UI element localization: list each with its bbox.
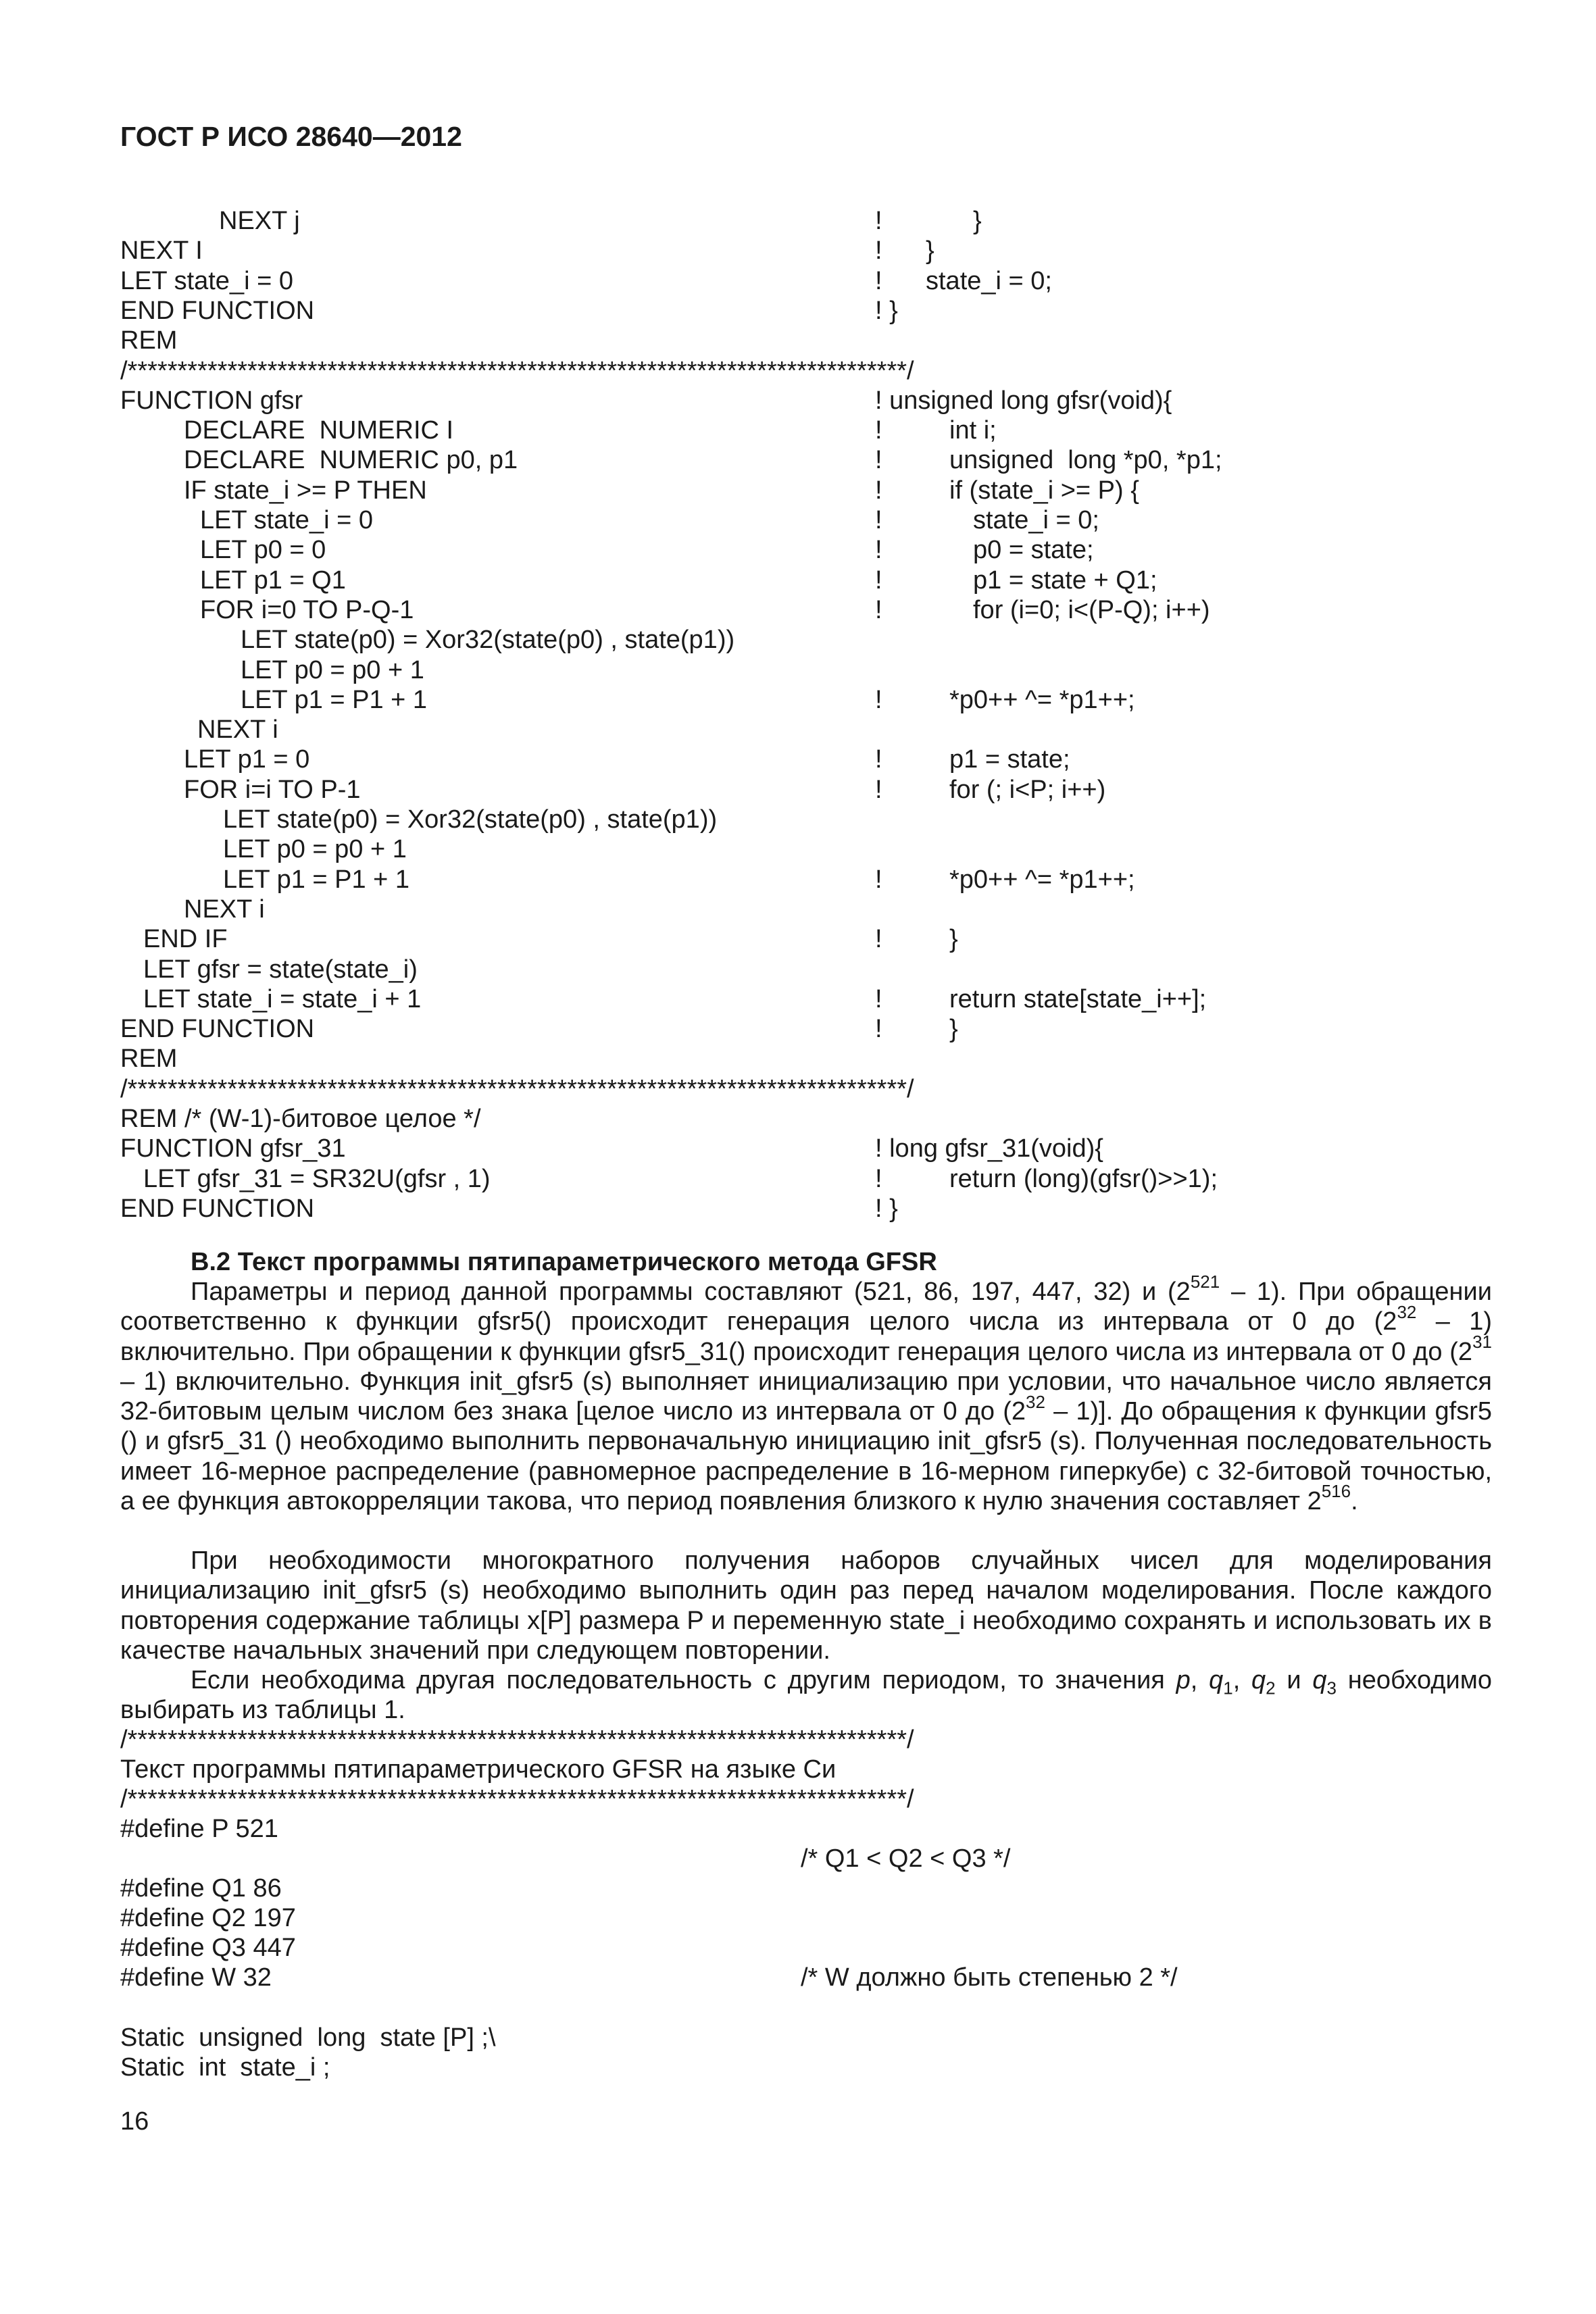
code-line-comment: !	[875, 686, 882, 714]
code-line-comment: !	[875, 1165, 882, 1193]
code-line	[120, 1134, 1492, 1163]
code-line-basic: DECLARE NUMERIC p0, p1	[184, 446, 518, 474]
code-line	[120, 206, 1492, 236]
code-line-basic: END FUNCTION	[120, 297, 315, 325]
comment-separator-top: /******************************************************************************/	[120, 1726, 914, 1754]
code-line	[120, 1194, 1492, 1224]
code-line	[120, 2053, 1492, 2082]
code-line-comment: ! }	[875, 297, 898, 325]
code-line-comment: ! long gfsr_31(void){	[875, 1134, 1103, 1163]
code-line-comment: !	[875, 985, 882, 1013]
code-line-basic: REM	[120, 1045, 178, 1073]
code-line	[120, 595, 1492, 625]
code-line-basic: LET state(p0) = Xor32(state(p0) , state(p1))	[241, 626, 735, 654]
code-line-comment: !	[875, 506, 882, 534]
code-line-basic: IF state_i >= P THEN	[184, 476, 427, 505]
code-line-comment: !	[875, 776, 882, 804]
code-line-basic: LET p0 = p0 + 1	[223, 835, 407, 863]
c-listing-title: Текст программы пятипараметрического GFSR на языке Си	[120, 1755, 837, 1784]
code-line	[120, 416, 1492, 445]
code-line-c-equivalent: for (i=0; i<(P-Q); i++)	[973, 596, 1210, 624]
code-line-basic: LET state_i = 0	[120, 267, 293, 295]
code-line-c-equivalent: p1 = state;	[949, 745, 1070, 774]
code-line-comment: !	[875, 566, 882, 595]
code-line-c-equivalent: p0 = state;	[973, 536, 1094, 564]
code-line-comment: ! unsigned long gfsr(void){	[875, 386, 1172, 415]
comment-separator-bottom: /******************************************************************************/	[120, 1785, 914, 1813]
section-heading: В.2 Текст программы пятипараметрического метода GFSR	[191, 1248, 937, 1276]
code-line-comment: !	[875, 476, 882, 505]
code-line-comment: !	[875, 596, 882, 624]
page-number: 16	[120, 2107, 149, 2136]
code-line-basic: LET state_i = state_i + 1	[143, 985, 422, 1013]
code-line-basic: LET state_i = 0	[200, 506, 373, 534]
code-line	[120, 984, 1492, 1014]
code-line	[120, 386, 1492, 416]
code-line-comment: ! }	[875, 1194, 898, 1223]
code-line-c-equivalent: state_i = 0;	[926, 267, 1052, 295]
code-line-basic: FOR i=0 TO P-Q-1	[200, 596, 414, 624]
code-line-c-equivalent: *p0++ ^= *p1++;	[949, 865, 1135, 894]
code-line	[120, 1814, 1492, 1844]
code-line-comment: !	[875, 865, 882, 894]
code-line-basic: #define P 521	[120, 1815, 278, 1843]
code-line	[120, 1844, 1492, 1873]
code-line-comment: !	[875, 536, 882, 564]
code-line	[120, 236, 1492, 266]
code-line-basic: LET p0 = p0 + 1	[241, 656, 424, 684]
code-line-basic: NEXT I	[120, 236, 203, 265]
code-line-basic: LET p1 = Q1	[200, 566, 346, 595]
code-line-basic: NEXT i	[184, 895, 265, 924]
code-line-basic: LET p0 = 0	[200, 536, 326, 564]
code-line-basic: Static int state_i ;	[120, 2053, 330, 2082]
code-line-basic: NEXT i	[197, 715, 278, 744]
code-line	[120, 834, 1492, 864]
code-line-basic: LET p1 = P1 + 1	[223, 865, 410, 894]
code-line-basic: LET p1 = P1 + 1	[241, 686, 428, 714]
code-line	[120, 715, 1492, 745]
code-line-c-equivalent: }	[973, 207, 982, 235]
code-line	[120, 565, 1492, 595]
code-line-basic: LET gfsr_31 = SR32U(gfsr , 1)	[143, 1165, 491, 1193]
code-line-basic: FUNCTION gfsr	[120, 386, 303, 415]
code-line	[120, 1903, 1492, 1933]
code-line	[120, 296, 1492, 326]
code-line-basic: END FUNCTION	[120, 1194, 315, 1223]
code-line-c-equivalent: return (long)(gfsr()>>1);	[949, 1165, 1218, 1193]
code-line-basic: END FUNCTION	[120, 1015, 315, 1043]
paragraph-parameters: Параметры и период данной программы составляют (521, 86, 197, 447, 32) и $(2^{521} - 1)$. При обращении соответственно к функции gfsr5() происходит генерация целого числа из интервала от 0 до $(2^{32} - 1)$ включительно. При обращении к функции gfsr5_31() происходит генерация целого числа из интервала от 0 до $(2^{31} - 1)$ включительно. Функция init_gfsr5 (s) выполняет инициализацию при условии, что начальное число является 32-битовым целым числом без знака [целое число из интервала от 0 до $(2^{32} - 1)$]. До обращения к функции gfsr5 () и gfsr5_31 () необходимо выполнить первоначальную инициацию init_gfsr5 (s). Полученная последовательность имеет 16-мерное распределение (равномерное распределение в 16-мерном гиперкубе) с 32-битовой точностью, а ее функция автокорреляции такова, что период появления близкого к нулю значения составляет $2^{516}$.	[120, 1272, 1493, 1516]
code-line	[120, 505, 1492, 535]
code-line-basic: LET gfsr = state(state_i)	[143, 955, 418, 984]
paragraph-period: Если необходима другая последовательность с другим периодом, то значения p, $q_1$, $q_2$ и $q_3$ необходимо выбирать из таблицы 1.	[120, 1666, 1493, 1725]
code-line	[120, 2023, 1492, 2053]
code-line	[120, 775, 1492, 805]
code-line-basic: LET p1 = 0	[184, 745, 310, 774]
code-line-basic: #define Q3 447	[120, 1934, 296, 1962]
code-line-comment: !	[875, 745, 882, 774]
code-line-basic: NEXT j	[219, 207, 300, 235]
code-line-comment: /* Q1 < Q2 < Q3 */	[801, 1844, 1011, 1873]
code-line-comment: !	[875, 416, 882, 445]
code-line-basic: FUNCTION gfsr_31	[120, 1134, 346, 1163]
code-line	[120, 924, 1492, 954]
code-line	[120, 895, 1492, 924]
code-line	[120, 1044, 1492, 1074]
code-line-c-equivalent: }	[926, 236, 934, 265]
code-line-basic: REM	[120, 326, 178, 355]
code-line-basic: /******************************************************************************/	[120, 357, 914, 385]
code-line	[120, 625, 1492, 655]
code-line-c-equivalent: p1 = state + Q1;	[973, 566, 1157, 595]
code-line	[120, 655, 1492, 685]
code-line-comment: !	[875, 446, 882, 474]
code-line-basic: /******************************************************************************/	[120, 1075, 914, 1103]
code-line-c-equivalent: return state[state_i++];	[949, 985, 1207, 1013]
code-line-comment: !	[875, 207, 882, 235]
code-line	[120, 445, 1492, 475]
code-line	[120, 955, 1492, 984]
code-line	[120, 685, 1492, 715]
code-line-comment: !	[875, 236, 882, 265]
code-line-c-equivalent: state_i = 0;	[973, 506, 1099, 534]
code-line-basic: #define Q2 197	[120, 1904, 296, 1932]
code-line	[120, 356, 1492, 386]
code-line-c-equivalent: }	[949, 1015, 958, 1043]
paragraph-initialization: При необходимости многократного получения наборов случайных чисел для моделирования инициализацию init_gfsr5 (s) необходимо выполнить один раз перед началом моделирования. После каждого повторения содержание таблицы x[P] размера P и переменную state_i необходимо сохранять и использовать их в качестве начальных значений при следующем повторении.	[120, 1546, 1492, 1665]
code-line-basic: REM /* (W-1)-битовое целое */	[120, 1105, 481, 1133]
code-line	[120, 1104, 1492, 1134]
code-line-basic: END IF	[143, 925, 228, 953]
code-line-comment: !	[875, 1015, 882, 1043]
code-line-comment: /* W должно быть степенью 2 */	[801, 1963, 1178, 1992]
code-line	[120, 805, 1492, 834]
standard-header: ГОСТ Р ИСО 28640—2012	[120, 121, 462, 152]
code-line	[120, 1873, 1492, 1903]
code-line	[120, 326, 1492, 355]
code-line-comment: !	[875, 267, 882, 295]
code-line-basic: DECLARE NUMERIC I	[184, 416, 454, 445]
code-line	[120, 1014, 1492, 1044]
code-line	[120, 1074, 1492, 1104]
code-line-basic: #define Q1 86	[120, 1874, 282, 1903]
code-line-c-equivalent: int i;	[949, 416, 997, 445]
code-line-c-equivalent: for (; i<P; i++)	[949, 776, 1106, 804]
code-line	[120, 476, 1492, 505]
code-line-basic: FOR i=i TO P-1	[184, 776, 361, 804]
code-line	[120, 1963, 1492, 1992]
code-line-c-equivalent: }	[949, 925, 958, 953]
code-line	[120, 865, 1492, 895]
code-line	[120, 266, 1492, 296]
code-line-c-equivalent: if (state_i >= P) {	[949, 476, 1139, 505]
code-line	[120, 1933, 1492, 1963]
code-line-basic: LET state(p0) = Xor32(state(p0) , state(p1))	[223, 805, 718, 834]
code-line-basic: #define W 32	[120, 1963, 272, 1992]
code-line-basic: Static unsigned long state [P] ;\	[120, 2023, 496, 2052]
code-line-c-equivalent: *p0++ ^= *p1++;	[949, 686, 1135, 714]
code-line-comment: !	[875, 925, 882, 953]
code-line-c-equivalent: unsigned long *p0, *p1;	[949, 446, 1222, 474]
code-line	[120, 745, 1492, 774]
code-line	[120, 535, 1492, 565]
code-line	[120, 1164, 1492, 1194]
